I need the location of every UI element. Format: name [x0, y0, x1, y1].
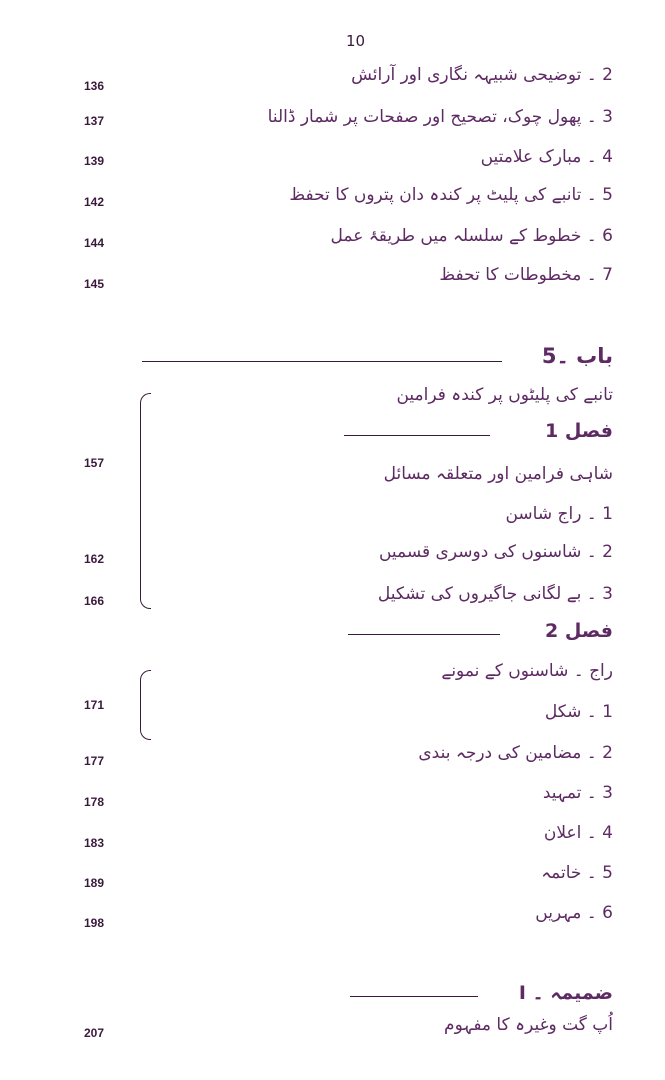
toc-entry-6: 6 ۔ خطوط کے سلسلہ میں طریقۂ عمل — [330, 226, 613, 246]
toc-entry-3: 3 ۔ پھول چوک، تصحیح اور صفحات پر شمار ڈالنا — [267, 107, 613, 127]
toc-page-6: 144 — [84, 236, 105, 250]
section1-page-1: 157 — [84, 456, 105, 470]
section2-page-6: 198 — [84, 916, 105, 930]
section2-title: فصل 2 — [545, 620, 613, 642]
section2-entry-2: 2 ۔ مضامین کی درجہ بندی — [418, 743, 613, 763]
appendix-subtitle: اُپ گت وغیرہ کا مفہوم — [444, 1015, 613, 1035]
appendix-rule — [350, 996, 478, 997]
section2-entry-6: 6 ۔ مہریں — [535, 903, 613, 923]
section1-title: فصل 1 — [545, 420, 613, 442]
toc-page-5: 142 — [84, 195, 105, 209]
section2-page-3: 178 — [84, 795, 105, 809]
section2-entry-4: 4 ۔ اعلان — [543, 823, 613, 843]
section2-page-4: 183 — [84, 836, 105, 850]
section2-entry-5: 5 ۔ خاتمہ — [541, 863, 613, 883]
chapter-subtitle: تانبے کی پلیٹوں پر کندہ فرامین — [396, 385, 613, 405]
appendix-title: ضمیمہ ۔ I — [518, 982, 613, 1004]
chapter-title: باب ۔5 — [541, 344, 613, 368]
section1-rule — [344, 435, 490, 436]
section2-rule — [348, 634, 500, 635]
toc-entry-5: 5 ۔ تانبے کی پلیٹ پر کندہ دان پتروں کا تحفظ — [289, 185, 613, 205]
section2-subtitle: راج ۔ شاسنوں کے نمونے — [441, 661, 613, 681]
toc-entry-4: 4 ۔ مبارک علامتیں — [480, 147, 613, 167]
section1-entry-1: 1 ۔ راج شاسن — [505, 504, 613, 524]
toc-entry-7: 7 ۔ مخطوطات کا تحفظ — [439, 265, 613, 285]
chapter-bracket — [140, 393, 151, 609]
section2-bracket — [140, 670, 151, 740]
toc-page-2: 136 — [84, 79, 105, 93]
toc-page-7: 145 — [84, 277, 105, 291]
section2-page-5: 189 — [84, 876, 105, 890]
section2-page-2: 177 — [84, 754, 105, 768]
chapter-rule — [142, 361, 502, 362]
section1-page-3: 166 — [84, 594, 105, 608]
toc-entry-2: 2 ۔ توضیحی شبیہہ نگاری اور آرائش — [351, 65, 613, 85]
section2-entry-1: 1 ۔ شکل — [544, 702, 613, 722]
section2-page-1: 171 — [84, 698, 105, 712]
section1-entry-2: 2 ۔ شاسنوں کی دوسری قسمیں — [378, 542, 613, 562]
section2-entry-3: 3 ۔ تمہید — [542, 783, 613, 803]
section1-page-2: 162 — [84, 552, 105, 566]
section1-entry-3: 3 ۔ بے لگانی جاگیروں کی تشکیل — [377, 584, 613, 604]
page-number: 10 — [346, 32, 366, 50]
toc-page-4: 139 — [84, 154, 105, 168]
section1-subtitle: شاہی فرامین اور متعلقہ مسائل — [383, 464, 613, 484]
appendix-page: 207 — [84, 1026, 105, 1040]
toc-page-3: 137 — [84, 114, 105, 128]
